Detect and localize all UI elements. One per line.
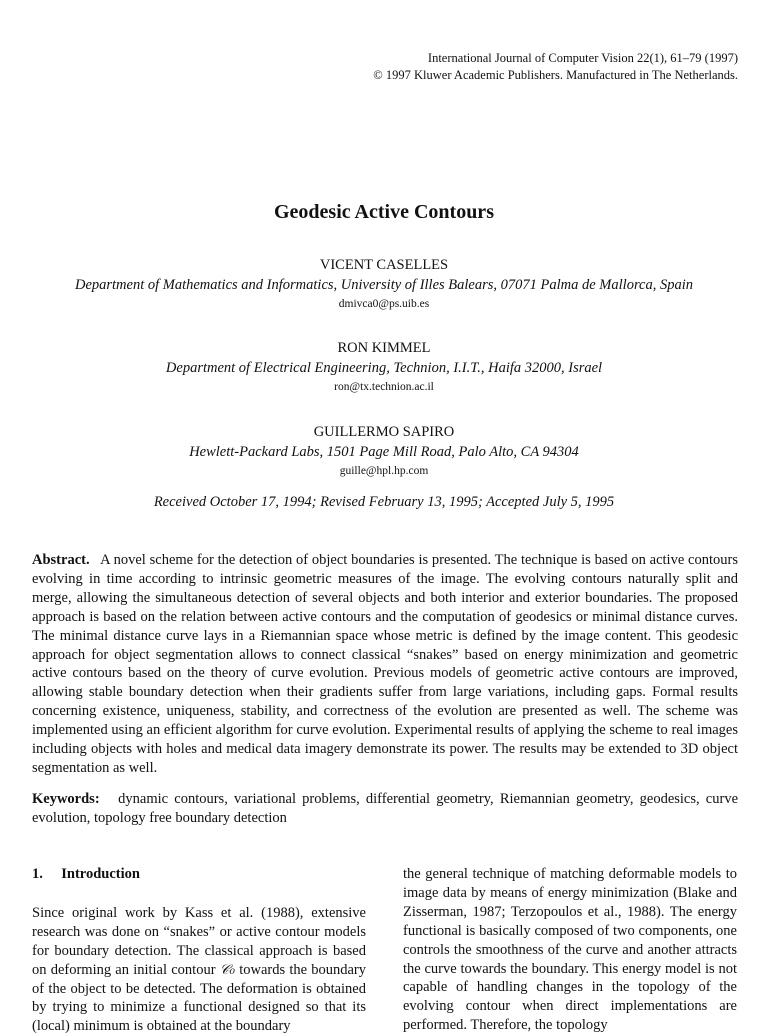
column-left [32, 865, 366, 1036]
contour-symbol: 𝒞₀ [219, 961, 235, 978]
author-block-1 [0, 255, 768, 313]
keywords-label: Keywords: [32, 791, 100, 807]
author-name: VICENT CASELLES [319, 257, 449, 273]
author-block-3 [0, 422, 768, 480]
author-block-2 [0, 338, 768, 396]
author-affiliation: Department of Electrical Engineering, Technion, I.I.T., Haifa 32000, Israel [165, 360, 603, 376]
copyright-notice: © 1997 Kluwer Academic Publishers. Manufactured in The Netherlands. [373, 68, 738, 82]
intro-paragraph-continued: the general technique of matching deformable models to image data by means of energy minimization (Blake and Zisserman, 1987; Terzopoulos et al., 1988). The energy functional is basically composed of two components, one controls the smoothness of the curve and another attracts the curve towards the boundary. This energy model is not capable of handling changes in the topology of the evolving contour when direct implementations are performed. Therefore, the topology [403, 866, 737, 1034]
author-affiliation: Hewlett-Packard Labs, 1501 Page Mill Road, Palo Alto, CA 94304 [189, 444, 579, 460]
section-title: Introduction [61, 866, 140, 882]
paper-title: Geodesic Active Contours [274, 201, 494, 223]
column-right [403, 865, 737, 1035]
abstract [32, 551, 738, 778]
section-number: 1. [32, 866, 43, 882]
author-email: guille@hpl.hp.com [339, 465, 429, 477]
author-email: dmivca0@ps.uib.es [338, 298, 430, 310]
intro-text-part-1: Since original work by Kass et al. (1988), extensive research was done on “snakes” or active contour models for boundary detection. The classical approach is based on deforming an initial contour [32, 904, 366, 978]
section-heading [32, 865, 366, 884]
abstract-label: Abstract. [32, 552, 90, 568]
keywords [32, 790, 738, 828]
author-email: ron@tx.technion.ac.il [334, 381, 434, 393]
journal-citation: International Journal of Computer Vision 22(1), 61–79 (1997) [427, 51, 738, 65]
keywords-text: dynamic contours, variational problems, differential geometry, Riemannian geometry, geodesics, curve evolution, topology free boundary detection [32, 791, 739, 826]
author-affiliation: Department of Mathematics and Informatics, University of Illes Balears, 07071 Palma de Mallorca, Spain [74, 277, 694, 293]
journal-header [373, 50, 738, 84]
author-name: GUILLERMO SAPIRO [313, 424, 455, 440]
intro-text-part-2: towards the boundary of the object to be detected. The deformation is obtained by trying to minimize a functional designed so that its (local) minimum is obtained at the boundary [32, 961, 366, 1035]
author-name: RON KIMMEL [337, 340, 431, 356]
intro-paragraph [32, 904, 366, 1036]
received-dates: Received October 17, 1994; Revised February 13, 1995; Accepted July 5, 1995 [153, 494, 615, 510]
abstract-text: A novel scheme for the detection of object boundaries is presented. The technique is based on active contours evolving in time according to intrinsic geometric measures of the image. The evolving contours naturally split and merge, allowing the simultaneous detection of several objects and both interior and exterior boundaries. The proposed approach is based on the relation between active contours and the computation of geodesics or minimal distance curves. The minimal distance curve lays in a Riemannian space whose metric is defined by the image content. This geodesic approach for object segmentation allows to connect classical “snakes” based on energy minimization and geometric active contours based on the theory of curve evolution. Previous models of geometric active contours are improved, allowing stable boundary detection when their gradients suffer from large variations, including gaps. Formal results concerning existence, uniqueness, stability, and correctness of the evolution are presented as well. The scheme was implemented using an efficient algorithm for curve evolution. Experimental results of applying the scheme to real images including objects with holes and medical data imagery demonstrate its power. The results may be extended to 3D object segmentation as well. [32, 552, 738, 776]
